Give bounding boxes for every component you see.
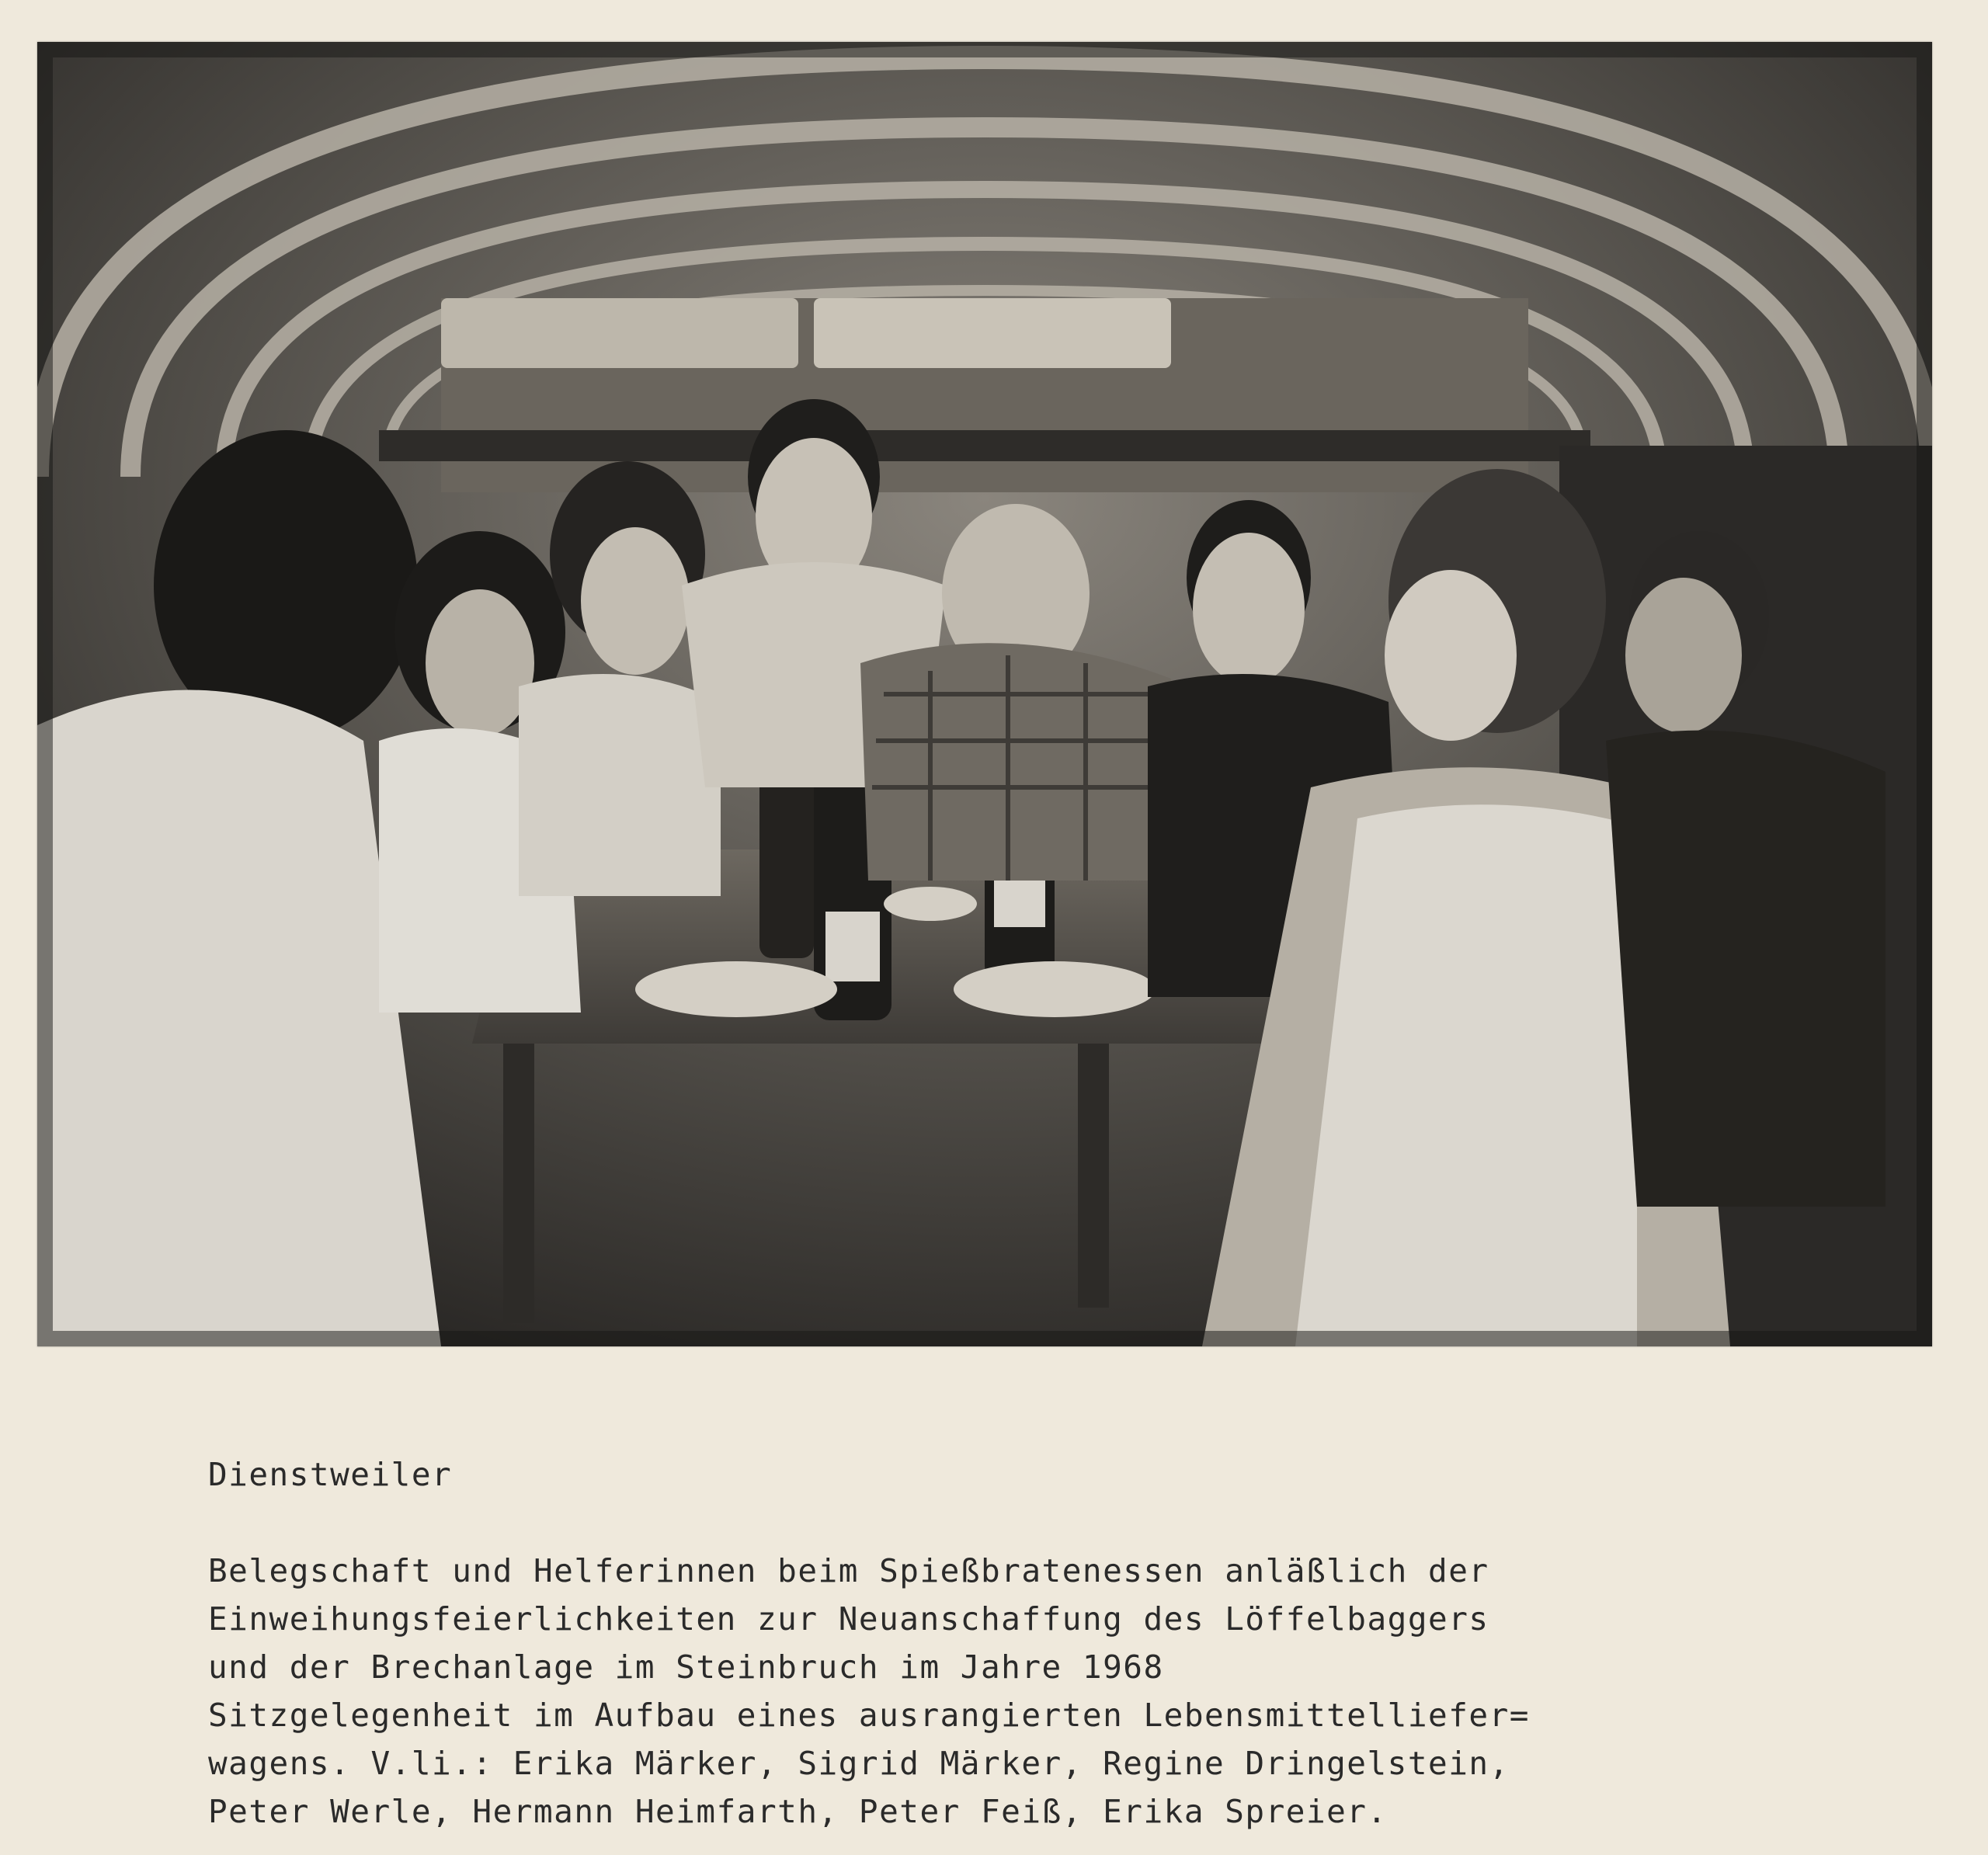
- caption-line: Belegschaft und Helferinnen beim Spießbratenessen anläßlich der: [208, 1552, 1489, 1589]
- caption-line: wagens. V.li.: Erika Märker, Sigrid Märker, Regine Dringelstein,: [208, 1745, 1510, 1782]
- photo-illustration: [37, 42, 1932, 1346]
- tray-left: [441, 298, 798, 368]
- caption-line: Einweihungsfeierlichkeiten zur Neuanschaffung des Löffelbaggers: [208, 1600, 1489, 1638]
- tray-right: [814, 298, 1171, 368]
- photograph: [37, 42, 1932, 1346]
- caption-line: Peter Werle, Hermann Heimfarth, Peter Feiß, Erika Spreier.: [208, 1793, 1388, 1830]
- caption-location: Dienstweiler: [208, 1456, 453, 1493]
- caption-line: und der Brechanlage im Steinbruch im Jahre 1968: [208, 1648, 1164, 1686]
- caption: [208, 1450, 1839, 1836]
- caption-line: Sitzgelegenheit im Aufbau eines ausrangierten Lebensmittelliefer=: [208, 1697, 1530, 1734]
